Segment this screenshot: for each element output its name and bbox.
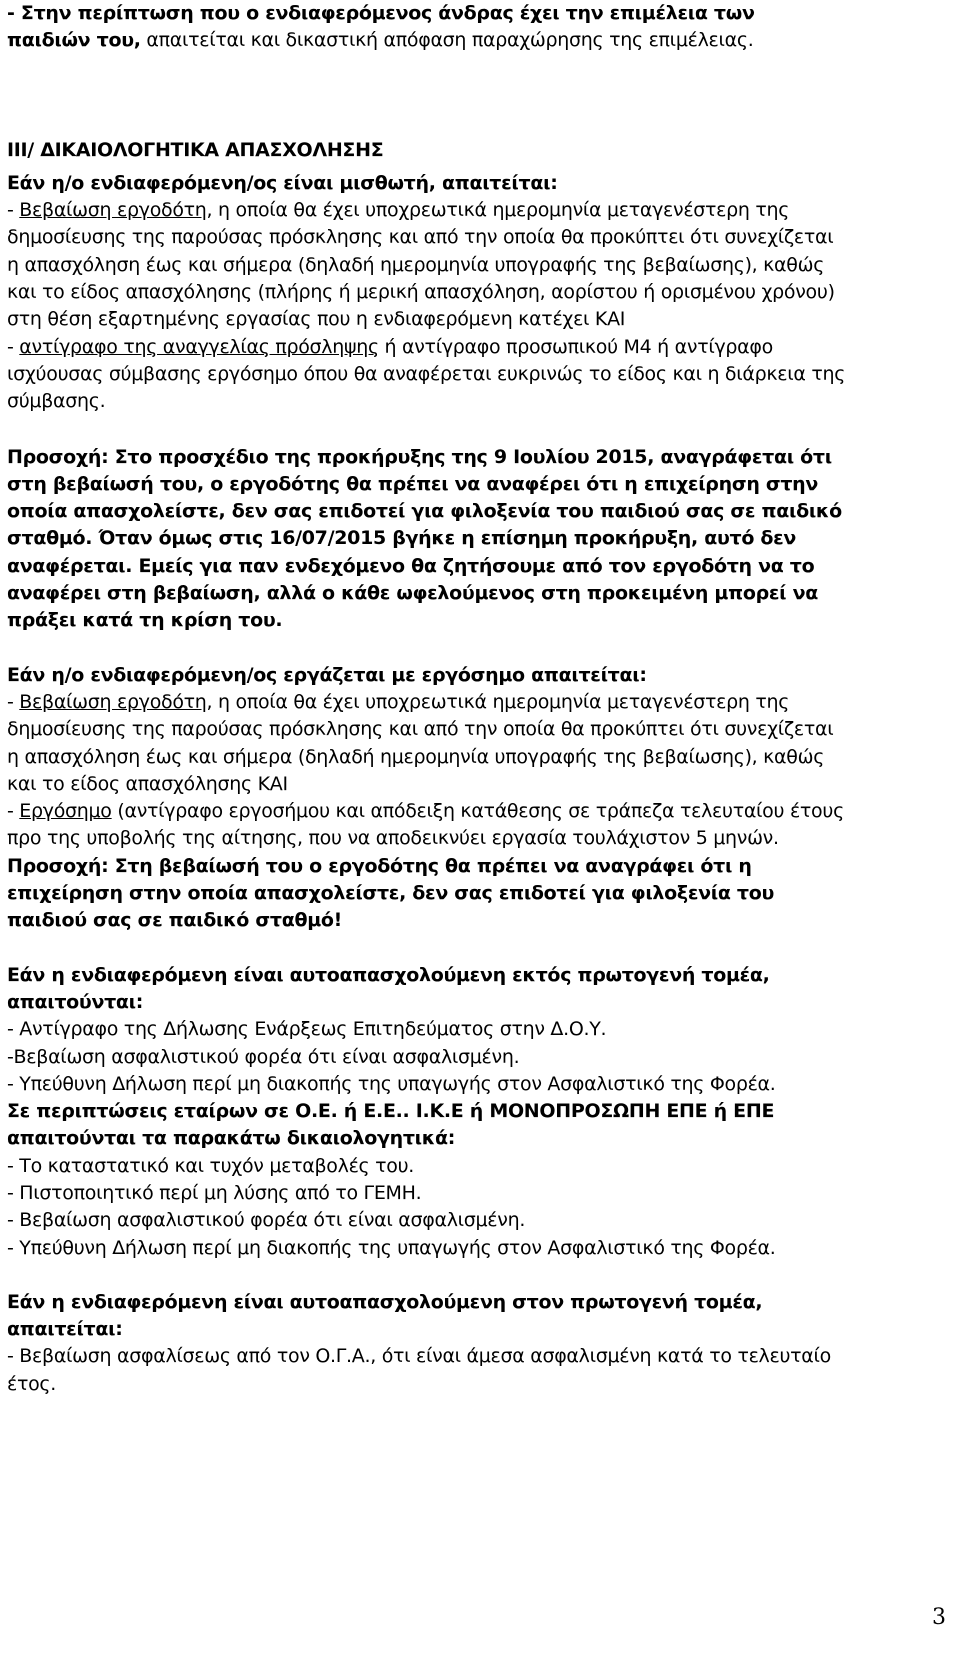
- bullet-dash: -: [7, 199, 20, 222]
- ergosimo-line-4: και το είδος απασχόλησης ΚΑΙ: [7, 772, 288, 795]
- bullet-dash: -: [7, 335, 20, 358]
- primary-sector-block: [7, 1289, 947, 1398]
- ergosimo-line-2: δημοσίευσης της παρούσας πρόσκλησης και από την οποία θα προκύπτει ότι συνεχίζεται: [7, 718, 834, 741]
- notice-1-line-7: πράξει κατά τη κρίση του.: [7, 609, 283, 632]
- primary-sector-line-1: - Βεβαίωση ασφαλίσεως από τον Ο.Γ.Α., ότι είναι άμεσα ασφαλισμένη κατά το τελευταίο: [7, 1345, 831, 1368]
- ergosimo-notice-3: παιδιού σας σε παιδικό σταθμό!: [7, 909, 342, 932]
- page-number: 3: [932, 1605, 946, 1630]
- list-item: - Αντίγραφο της Δήλωσης Ενάρξεως Επιτηδεύματος στην Δ.Ο.Υ.: [7, 1018, 607, 1041]
- list-item: - Βεβαίωση ασφαλιστικού φορέα ότι είναι ασφαλισμένη.: [7, 1209, 526, 1232]
- ergosimo-link[interactable]: Εργόσημο: [19, 800, 112, 823]
- notice-1-line-4: σταθμό. Όταν όμως στις 16/07/2015 βγήκε η επίσημη προκήρυξη, αυτό δεν: [7, 527, 797, 550]
- list-item: - Το καταστατικό και τυχόν μεταβολές του.: [7, 1154, 415, 1177]
- ergosimo-line-3: η απασχόληση έως και σήμερα (δηλαδή ημερομηνία υπογραφής της βεβαίωσης), καθώς: [7, 745, 825, 768]
- notice-1-line-1: Προσοχή: Στο προσχέδιο της προκήρυξης της 9 Ιουλίου 2015, αναγράφεται ότι: [7, 445, 832, 468]
- hiring-announcement-link[interactable]: αντίγραφο της αναγγελίας πρόσληψης: [19, 335, 379, 358]
- employer-certificate-link[interactable]: Βεβαίωση εργοδότη: [19, 199, 207, 222]
- ergosimo-line-1-rest: , η οποία θα έχει υποχρεωτικά ημερομηνία μεταγενέστερη της: [206, 690, 790, 713]
- list-item: - Υπεύθυνη Δήλωση περί μη διακοπής της υπαγωγής στον Ασφαλιστικό της Φορέα.: [7, 1236, 776, 1259]
- ergosimo-line-6: προ της υποβολής της αίτησης, που να αποδεικνύει εργασία τουλάχιστον 5 μηνών.: [7, 827, 779, 850]
- salaried-line-6: [7, 334, 947, 361]
- custody-paragraph: [7, 0, 947, 55]
- salaried-line-5: στη θέση εξαρτημένης εργασίας που η ενδιαφερόμενη κατέχει ΚΑΙ: [7, 308, 626, 331]
- partners-heading-1: Σε περιπτώσεις εταίρων σε Ο.Ε. ή Ε.Ε.. Ι.Κ.Ε ή ΜΟΝΟΠΡΟΣΩΠΗ ΕΠΕ ή ΕΠΕ: [7, 1100, 775, 1123]
- salaried-line-1: [7, 197, 947, 224]
- ergosimo-notice-2: επιχείρηση στην οποία απασχολείστε, δεν σας επιδοτεί για φιλοξενία του: [7, 882, 775, 905]
- employer-certificate-link[interactable]: Βεβαίωση εργοδότη: [19, 690, 207, 713]
- salaried-line-8: σύμβασης.: [7, 390, 106, 413]
- notice-1-line-2: στη βεβαίωσή του, ο εργοδότης θα πρέπει να αναφέρει ότι η επιχείρηση στην: [7, 472, 819, 495]
- section-heading: ΙΙΙ/ ΔΙΚΑΙΟΛΟΓΗΤΙΚΑ ΑΠΑΣΧΟΛΗΣΗΣ: [7, 138, 384, 161]
- salaried-line-4: και το είδος απασχόλησης (πλήρης ή μερική απασχόληση, αορίστου ή ορισμένου χρόνου): [7, 281, 835, 304]
- ergosimo-line-5-rest: (αντίγραφο εργοσήμου και απόδειξη κατάθεσης σε τράπεζα τελευταίου έτους: [111, 800, 844, 823]
- list-item: - Πιστοποιητικό περί μη λύσης από το ΓΕΜΗ.: [7, 1181, 422, 1204]
- notice-1-line-6: αναφέρει στη βεβαίωση, αλλά ο κάθε ωφελούμενος στη προκειμένη μπορεί να: [7, 582, 818, 605]
- bullet-dash: -: [7, 800, 20, 823]
- document-page: [7, 0, 947, 1398]
- primary-sector-intro-2: απαιτείται:: [7, 1318, 123, 1341]
- list-item: - Υπεύθυνη Δήλωση περί μη διακοπής της υπαγωγής στον Ασφαλιστικό της Φορέα.: [7, 1072, 776, 1095]
- ergosimo-notice-1: Προσοχή: Στη βεβαίωσή του ο εργοδότης θα πρέπει να αναγράφει ότι η: [7, 854, 752, 877]
- primary-sector-intro-1: Εάν η ενδιαφερόμενη είναι αυτοαπασχολούμενη στον πρωτογενή τομέα,: [7, 1290, 763, 1313]
- salaried-line-2: δημοσίευσης της παρούσας πρόσκλησης και από την οποία θα προκύπτει ότι συνεχίζεται: [7, 226, 834, 249]
- salaried-line-3: η απασχόληση έως και σήμερα (δηλαδή ημερομηνία υπογραφής της βεβαίωσης), καθώς: [7, 253, 825, 276]
- salaried-block: [7, 170, 947, 416]
- notice-1-line-3: οποία απασχολείστε, δεν σας επιδοτεί για φιλοξενία του παιδιού σας σε παιδικό: [7, 500, 842, 523]
- ergosimo-block: [7, 662, 947, 935]
- custody-line-2-bold: παιδιών του,: [7, 29, 141, 52]
- notice-1-line-5: αναφέρεται. Εμείς για παν ενδεχόμενο θα ζητήσουμε από τον εργοδότη να το: [7, 554, 815, 577]
- ergosimo-line-1: [7, 689, 947, 716]
- self-employed-intro-1: Εάν η ενδιαφερόμενη είναι αυτοαπασχολούμενη εκτός πρωτογενή τομέα,: [7, 963, 770, 986]
- list-item: -Βεβαίωση ασφαλιστικού φορέα ότι είναι ασφαλισμένη.: [7, 1045, 520, 1068]
- custody-line-1: - Στην περίπτωση που ο ενδιαφερόμενος άνδρας έχει την επιμέλεια των: [7, 2, 755, 24]
- salaried-line-7: ισχύουσας σύμβασης εργόσημο όπου θα αναφέρεται ευκρινώς το είδος και η διάρκεια της: [7, 362, 846, 385]
- ergosimo-line-5: [7, 798, 947, 825]
- self-employed-intro-2: απαιτούνται:: [7, 990, 144, 1013]
- self-employed-block: [7, 962, 947, 1262]
- primary-sector-line-2: έτος.: [7, 1372, 57, 1395]
- bullet-dash: -: [7, 690, 20, 713]
- custody-line-2: [7, 27, 947, 54]
- salaried-line-6-rest: ή αντίγραφο προσωπικού Μ4 ή αντίγραφο: [378, 335, 773, 358]
- partners-heading-2: απαιτούνται τα παρακάτω δικαιολογητικά:: [7, 1127, 456, 1150]
- ergosimo-intro: Εάν η/ο ενδιαφερόμενη/ος εργάζεται με εργόσημο απαιτείται:: [7, 663, 647, 686]
- salaried-line-1-rest: , η οποία θα έχει υποχρεωτικά ημερομηνία μεταγενέστερη της: [206, 199, 790, 222]
- salaried-intro: Εάν η/ο ενδιαφερόμενη/ος είναι μισθωτή, απαιτείται:: [7, 171, 558, 194]
- custody-line-2-rest: απαιτείται και δικαστική απόφαση παραχώρησης της επιμέλειας.: [140, 29, 754, 52]
- notice-paragraph-1: [7, 444, 947, 635]
